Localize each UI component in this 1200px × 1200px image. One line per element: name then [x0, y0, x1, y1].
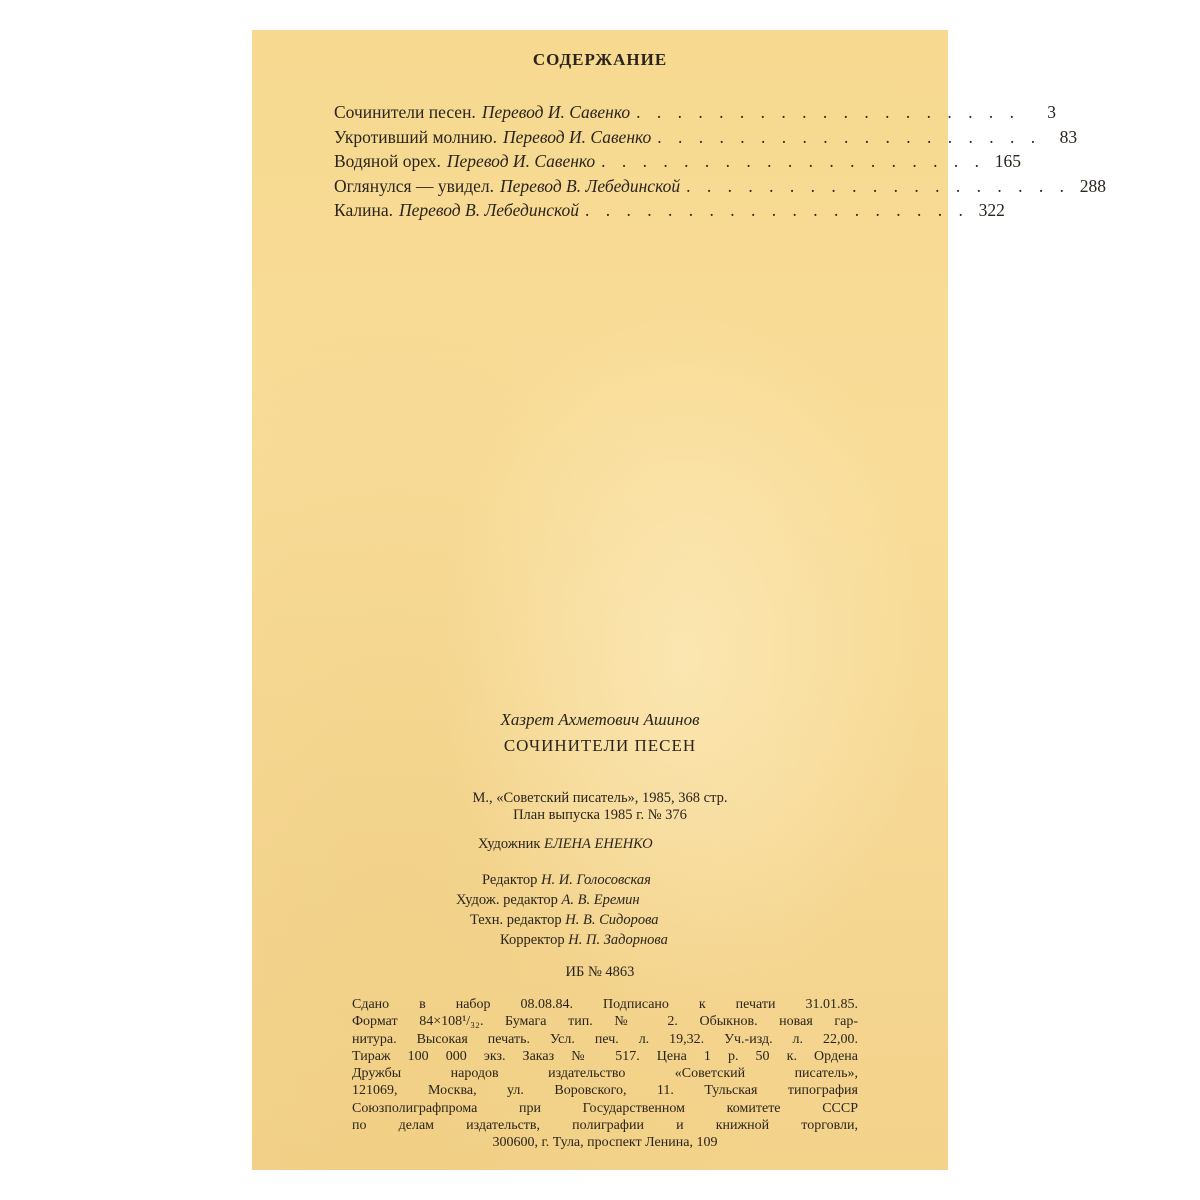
toc-entry-page: 288: [1079, 175, 1106, 196]
publication-line: М., «Советский писатель», 1985, 368 стр.: [472, 790, 728, 806]
toc-leader-dots: . . . . . . . . . . . . . . . . . . .: [657, 126, 1042, 147]
plan-line: План выпуска 1985 г. № 376: [513, 807, 687, 823]
art-editor-credit: [456, 892, 640, 909]
toc-entry-page: 322: [978, 200, 1005, 221]
toc-entry-page: 165: [994, 151, 1022, 172]
toc-entry: [334, 200, 1005, 225]
colophon-line: Формат 84×108¹/₃₂. Бумага тип. № 2. Обыкнов. новая гар-: [352, 1014, 858, 1030]
toc-entry: [334, 102, 1056, 127]
toc-leader-dots: . . . . . . . . . . . . . . . . . . .: [636, 102, 1020, 122]
credit-role: Корректор: [500, 932, 565, 948]
credit-role: Худож. редактор: [456, 892, 558, 908]
toc-entry-translator: Перевод В. Лебединской: [500, 175, 681, 196]
toc-entry-translator: Перевод И. Савенко: [446, 151, 596, 172]
toc-entry-page: 3: [1047, 102, 1056, 122]
credit-name: Н. И. Голосовская: [541, 872, 651, 888]
toc-heading: СОДЕРЖАНИЕ: [532, 50, 668, 69]
credit-name: Н. П. Задорнова: [568, 932, 668, 948]
colophon-line: нитура. Высокая печать. Усл. печ. л. 19,32. Уч.-изд. л. 22,00.: [352, 1031, 858, 1047]
credit-role: Техн. редактор: [470, 912, 562, 928]
toc-entry: [334, 126, 1078, 152]
colophon-line: Союзполиграфпрома при Государственном комитете СССР: [352, 1100, 858, 1116]
colophon-line: по делам издательств, полиграфии и книжной торговли,: [352, 1118, 858, 1134]
toc-entry-title: Калина.: [334, 200, 393, 221]
artist-label: Художник: [478, 836, 541, 852]
table-of-contents: [334, 102, 1106, 225]
author-name: Хазрет Ахметович Ашинов: [500, 710, 700, 729]
toc-entry-title: Укротивший молнию.: [334, 126, 497, 147]
toc-entry-translator: Перевод И. Савенко: [503, 126, 652, 147]
toc-entry-translator: Перевод И. Савенко: [481, 102, 631, 122]
toc-entry-title: Сочинители песен.: [334, 102, 476, 122]
toc-entry: [334, 175, 1106, 201]
colophon-line: Тираж 100 000 экз. Заказ № 517. Цена 1 р. 50 к. Ордена: [352, 1048, 858, 1064]
toc-leader-dots: . . . . . . . . . . . . . . . . . . .: [585, 200, 969, 221]
toc-entry-page: 83: [1059, 126, 1078, 147]
tech-editor-credit: [470, 912, 659, 929]
toc-entry-title: Оглянулся — увидел.: [334, 175, 495, 196]
toc-leader-dots: . . . . . . . . . . . . . . . . . . .: [601, 151, 986, 172]
toc-leader-dots: . . . . . . . . . . . . . . . . . . .: [686, 175, 1070, 196]
proofreader-credit: [500, 932, 668, 949]
colophon-line: Сдано в набор 08.08.84. Подписано к печати 31.01.85.: [352, 997, 858, 1012]
book-page: [252, 30, 1106, 1170]
credit-role: Редактор: [482, 872, 538, 888]
editor-credit: [482, 872, 651, 889]
colophon-line: Дружбы народов издательство «Советский писатель»,: [352, 1066, 858, 1082]
toc-entry-translator: Перевод В. Лебединской: [398, 200, 580, 221]
colophon-line: 121069, Москва, ул. Воровского, 11. Тульская типография: [352, 1083, 858, 1099]
artist-credit: [478, 836, 653, 853]
colophon: [352, 996, 858, 1152]
colophon-line: 300600, г. Тула, проспект Ленина, 109: [492, 1135, 718, 1151]
ib-number: ИБ № 4863: [565, 964, 635, 980]
artist-name: ЕЛЕНА ЕНЕНКО: [544, 836, 653, 852]
credit-name: А. В. Еремин: [561, 892, 640, 908]
toc-entry-title: Водяной орех.: [334, 151, 441, 172]
credit-name: Н. В. Сидорова: [565, 912, 659, 928]
toc-entry: [334, 151, 1022, 176]
book-title: СОЧИНИТЕЛИ ПЕСЕН: [503, 736, 697, 755]
